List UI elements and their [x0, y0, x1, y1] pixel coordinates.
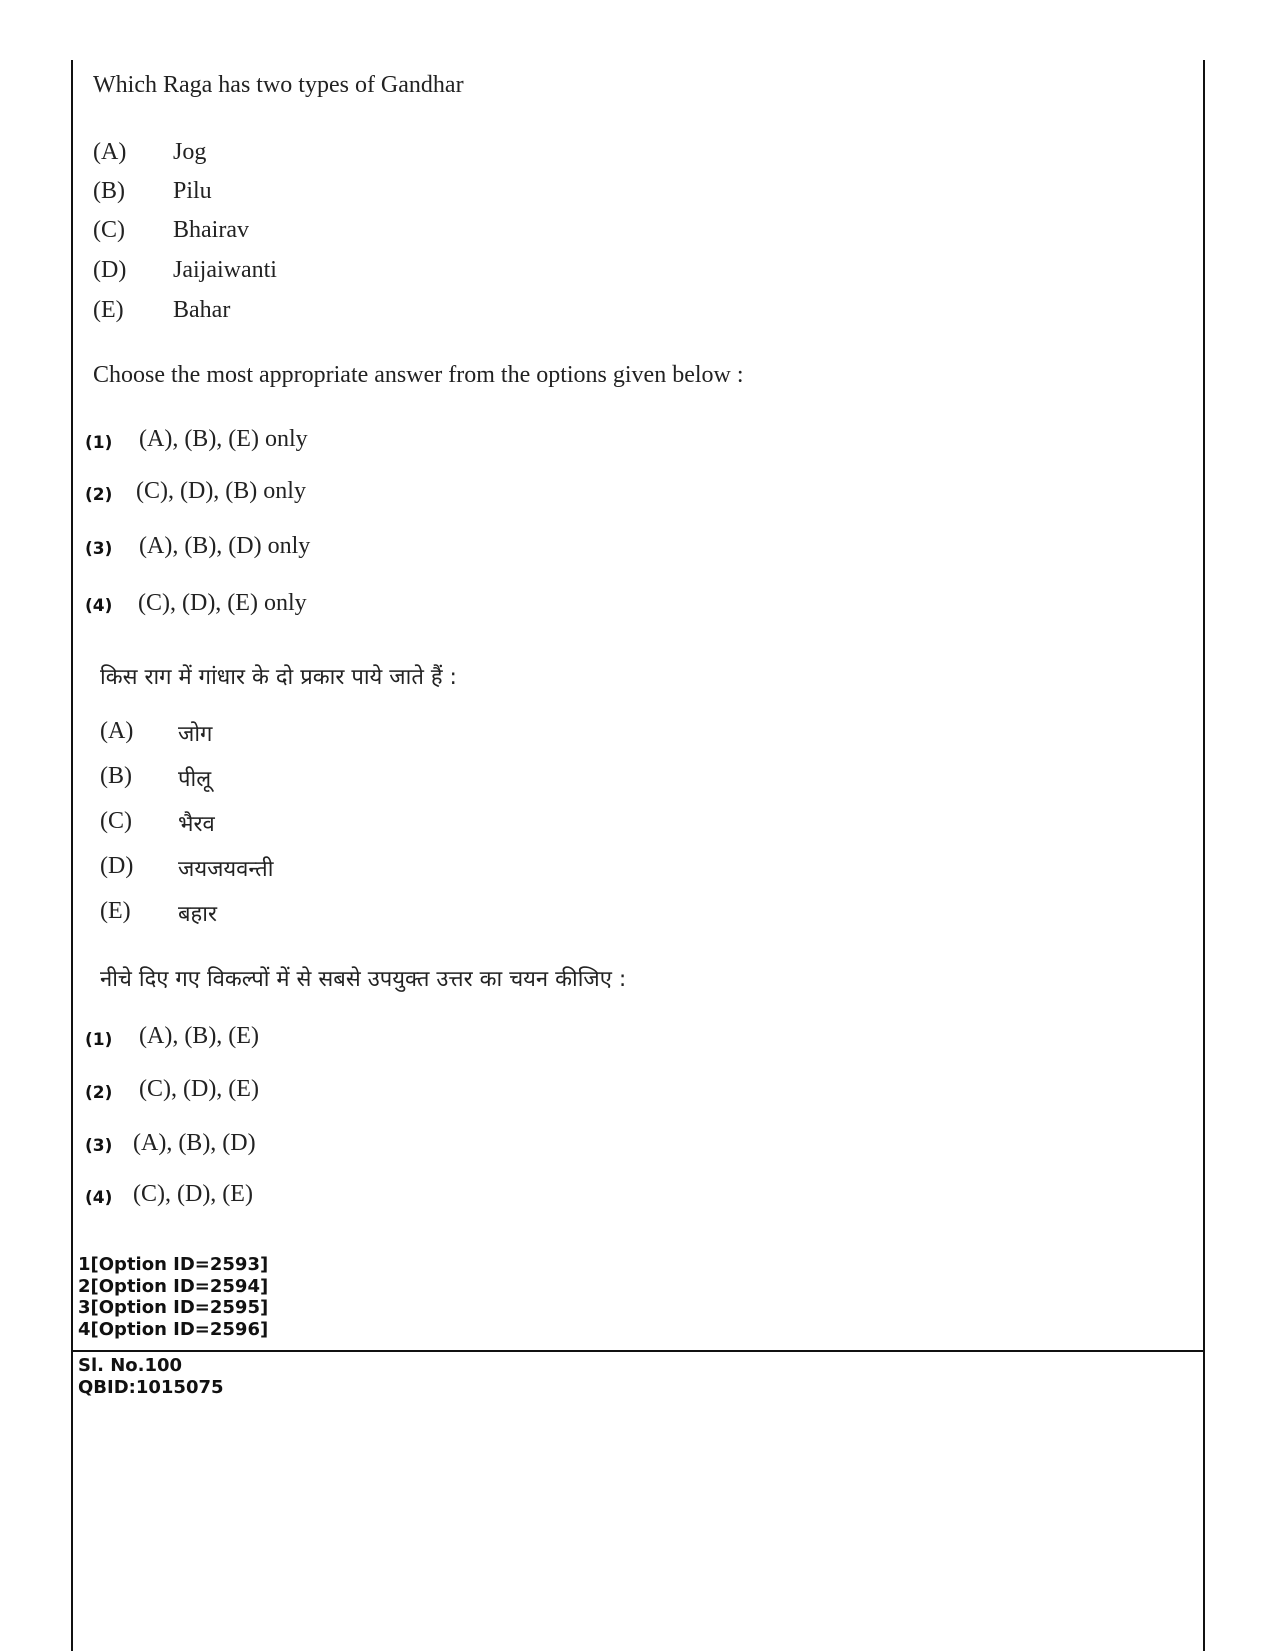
option-id-4: 4[Option ID=2596]	[78, 1318, 269, 1340]
hindi-statement-label-d: (D)	[100, 853, 134, 879]
right-border-line	[1203, 60, 1205, 1651]
hindi-option-number-3: (3)	[85, 1136, 113, 1156]
hindi-option-number-2: (2)	[85, 1083, 113, 1103]
serial-number: Sl. No.100	[78, 1355, 183, 1376]
english-statement-label-d: (D)	[93, 257, 127, 283]
hindi-statement-text-a: जोग	[178, 722, 213, 747]
english-statement-text-d: Jaijaiwanti	[173, 257, 277, 283]
english-statement-label-a: (A)	[93, 139, 127, 165]
hindi-option-text-4: (C), (D), (E)	[133, 1181, 253, 1207]
english-statement-text-b: Pilu	[173, 178, 212, 204]
hindi-option-text-3: (A), (B), (D)	[133, 1130, 256, 1156]
hindi-statement-label-a: (A)	[100, 718, 134, 744]
hindi-option-text-1: (A), (B), (E)	[139, 1023, 259, 1049]
english-option-number-3: (3)	[85, 539, 113, 559]
hindi-statement-label-c: (C)	[100, 808, 132, 834]
hindi-statement-text-c: भैरव	[178, 812, 215, 837]
english-statement-label-e: (E)	[93, 297, 124, 323]
english-option-text-2: (C), (D), (B) only	[136, 478, 306, 504]
english-statement-label-b: (B)	[93, 178, 125, 204]
english-option-number-2: (2)	[85, 485, 113, 505]
option-id-3: 3[Option ID=2595]	[78, 1297, 269, 1318]
hindi-statement-text-e: बहार	[178, 902, 217, 927]
hindi-question-text: किस राग में गांधार के दो प्रकार पाये जाते हैं :	[100, 665, 457, 690]
english-instruction: Choose the most appropriate answer from the options given below :	[93, 362, 744, 388]
option-id-2: 2[Option ID=2594]	[78, 1275, 269, 1297]
english-option-text-3: (A), (B), (D) only	[139, 533, 311, 559]
english-option-text-4: (C), (D), (E) only	[138, 590, 307, 616]
english-option-text-1: (A), (B), (E) only	[139, 426, 308, 452]
hindi-instruction: नीचे दिए गए विकल्पों में से सबसे उपयुक्त उत्तर का चयन कीजिए :	[100, 967, 627, 992]
english-option-number-4: (4)	[85, 596, 113, 616]
english-option-number-1: (1)	[85, 433, 113, 453]
hindi-statement-text-d: जयजयवन्ती	[178, 857, 274, 882]
hindi-statement-label-e: (E)	[100, 898, 131, 924]
question-bank-id: QBID:1015075	[78, 1377, 224, 1398]
hindi-option-number-1: (1)	[85, 1030, 113, 1050]
hindi-option-number-4: (4)	[85, 1188, 113, 1208]
hindi-statement-label-b: (B)	[100, 763, 132, 789]
hindi-option-text-2: (C), (D), (E)	[139, 1076, 259, 1102]
english-question-text: Which Raga has two types of Gandhar	[93, 72, 464, 98]
question-separator-line	[71, 1350, 1205, 1352]
hindi-statement-text-b: पीलू	[178, 767, 212, 792]
left-border-line	[71, 60, 73, 1651]
english-statement-label-c: (C)	[93, 217, 125, 243]
option-id-1: 1[Option ID=2593]	[78, 1254, 269, 1275]
english-statement-text-e: Bahar	[173, 297, 231, 323]
english-statement-text-a: Jog	[173, 139, 207, 165]
english-statement-text-c: Bhairav	[173, 217, 249, 243]
